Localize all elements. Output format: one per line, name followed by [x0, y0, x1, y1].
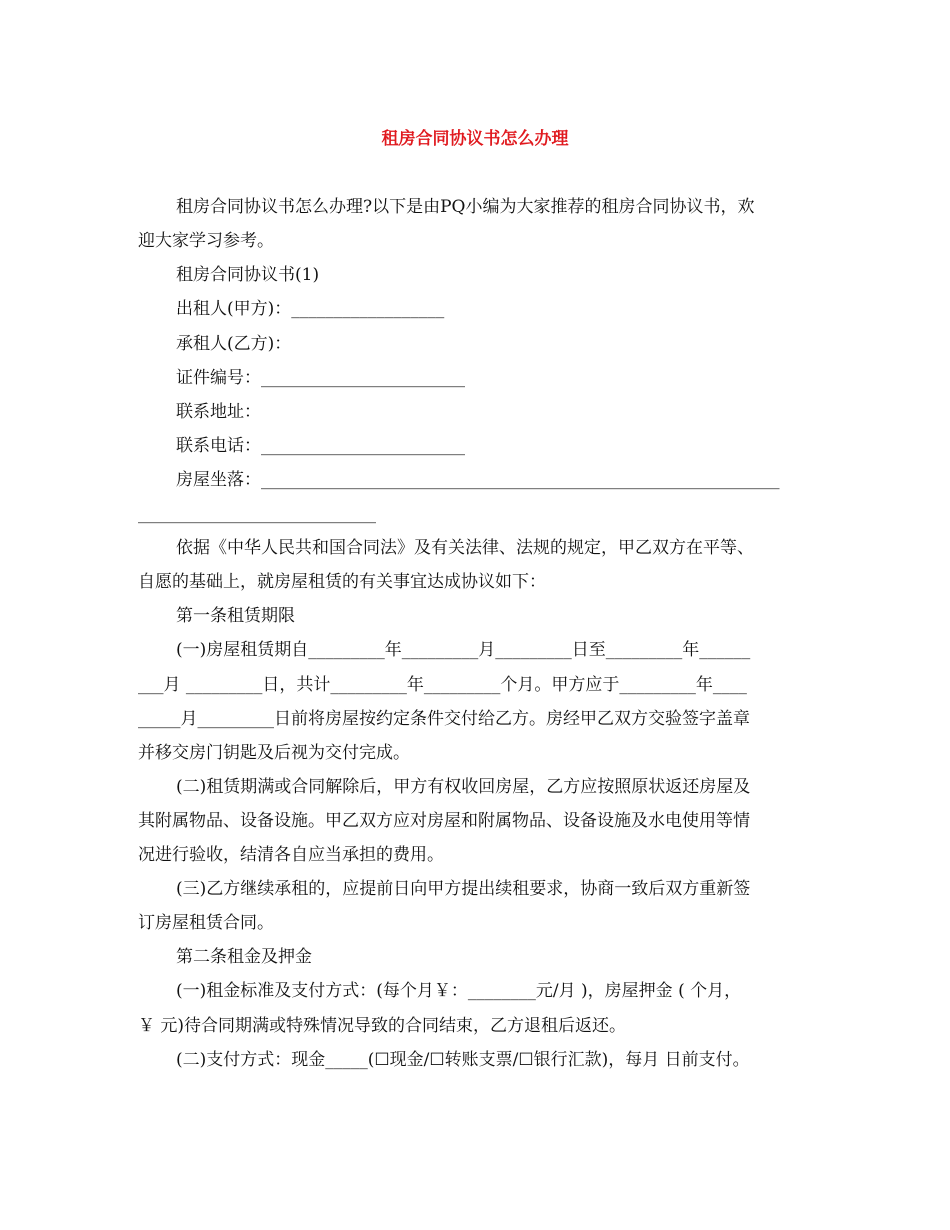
article-1-clause-3-line-1: (三)乙方继续承租的，应提前日向甲方提出续租要求，协商一致后双方重新签	[176, 879, 751, 899]
article-1-clause-1-line-3: _____月_________日前将房屋按约定条件交付给乙方。房经甲乙双方交验签字盖章	[138, 709, 750, 729]
id-number-field: 证件编号：________________________	[176, 368, 465, 388]
article-1-clause-1-line-4: 并移交房门钥匙及后视为交付完成。	[138, 743, 410, 763]
article-1-clause-1-line-1: (一)房屋租赁期自_________年_________月_________日至_________年______	[176, 640, 751, 660]
intro-line-2: 迎大家学习参考。	[138, 231, 274, 251]
article-2-heading: 第二条租金及押金	[176, 947, 312, 967]
article-1-clause-1-line-2: ___月 _________日，共计_________年_________个月。甲方应于_________年____	[138, 675, 747, 695]
article-1-clause-2-line-3: 况进行验收，结清各自应当承担的费用。	[138, 845, 444, 865]
article-2-clause-2-line-1: (二)支付方式：现金_____(☐现金/☐转账支票/☐银行汇款)，每月 日前支付。	[176, 1050, 750, 1070]
legal-basis-line-1: 依据《中华人民共和国合同法》及有关法律、法规的规定，甲乙双方在平等、	[176, 538, 754, 558]
address-field: 联系地址：	[176, 402, 261, 422]
lessee-field: 承租人(乙方)：	[176, 334, 292, 354]
house-location-field: 房屋坐落：_____________________________________________________________	[176, 470, 780, 490]
article-1-clause-2-line-1: (二)租赁期满或合同解除后，甲方有权收回房屋，乙方应按照原状返还房屋及	[176, 777, 751, 797]
legal-basis-line-2: 自愿的基础上，就房屋租赁的有关事宜达成协议如下：	[138, 572, 546, 592]
article-1-clause-2-line-2: 其附属物品、设备设施。甲乙双方应对房屋和附属物品、设备设施及水电使用等情	[138, 811, 750, 831]
phone-field: 联系电话：________________________	[176, 436, 465, 456]
article-1-heading: 第一条租赁期限	[176, 606, 295, 626]
intro-line-1: 租房合同协议书怎么办理?以下是由PQ小编为大家推荐的租房合同协议书，欢	[176, 197, 755, 217]
article-1-clause-3-line-2: 订房屋租赁合同。	[138, 913, 274, 933]
article-2-clause-1-line-1: (一)租金标准及支付方式：(每个月￥：________元/月 )，房屋押金 ( 个月，	[176, 981, 742, 1001]
house-location-continuation: ____________________________	[138, 504, 376, 524]
article-2-clause-1-line-2: ￥ 元)待合同期满或特殊情况导致的合同结束，乙方退租后返还。	[138, 1016, 627, 1036]
lessor-field: 出租人(甲方)：__________________	[176, 299, 445, 319]
document-title: 租房合同协议书怎么办理	[381, 129, 569, 149]
agreement-heading: 租房合同协议书(1)	[176, 265, 320, 285]
